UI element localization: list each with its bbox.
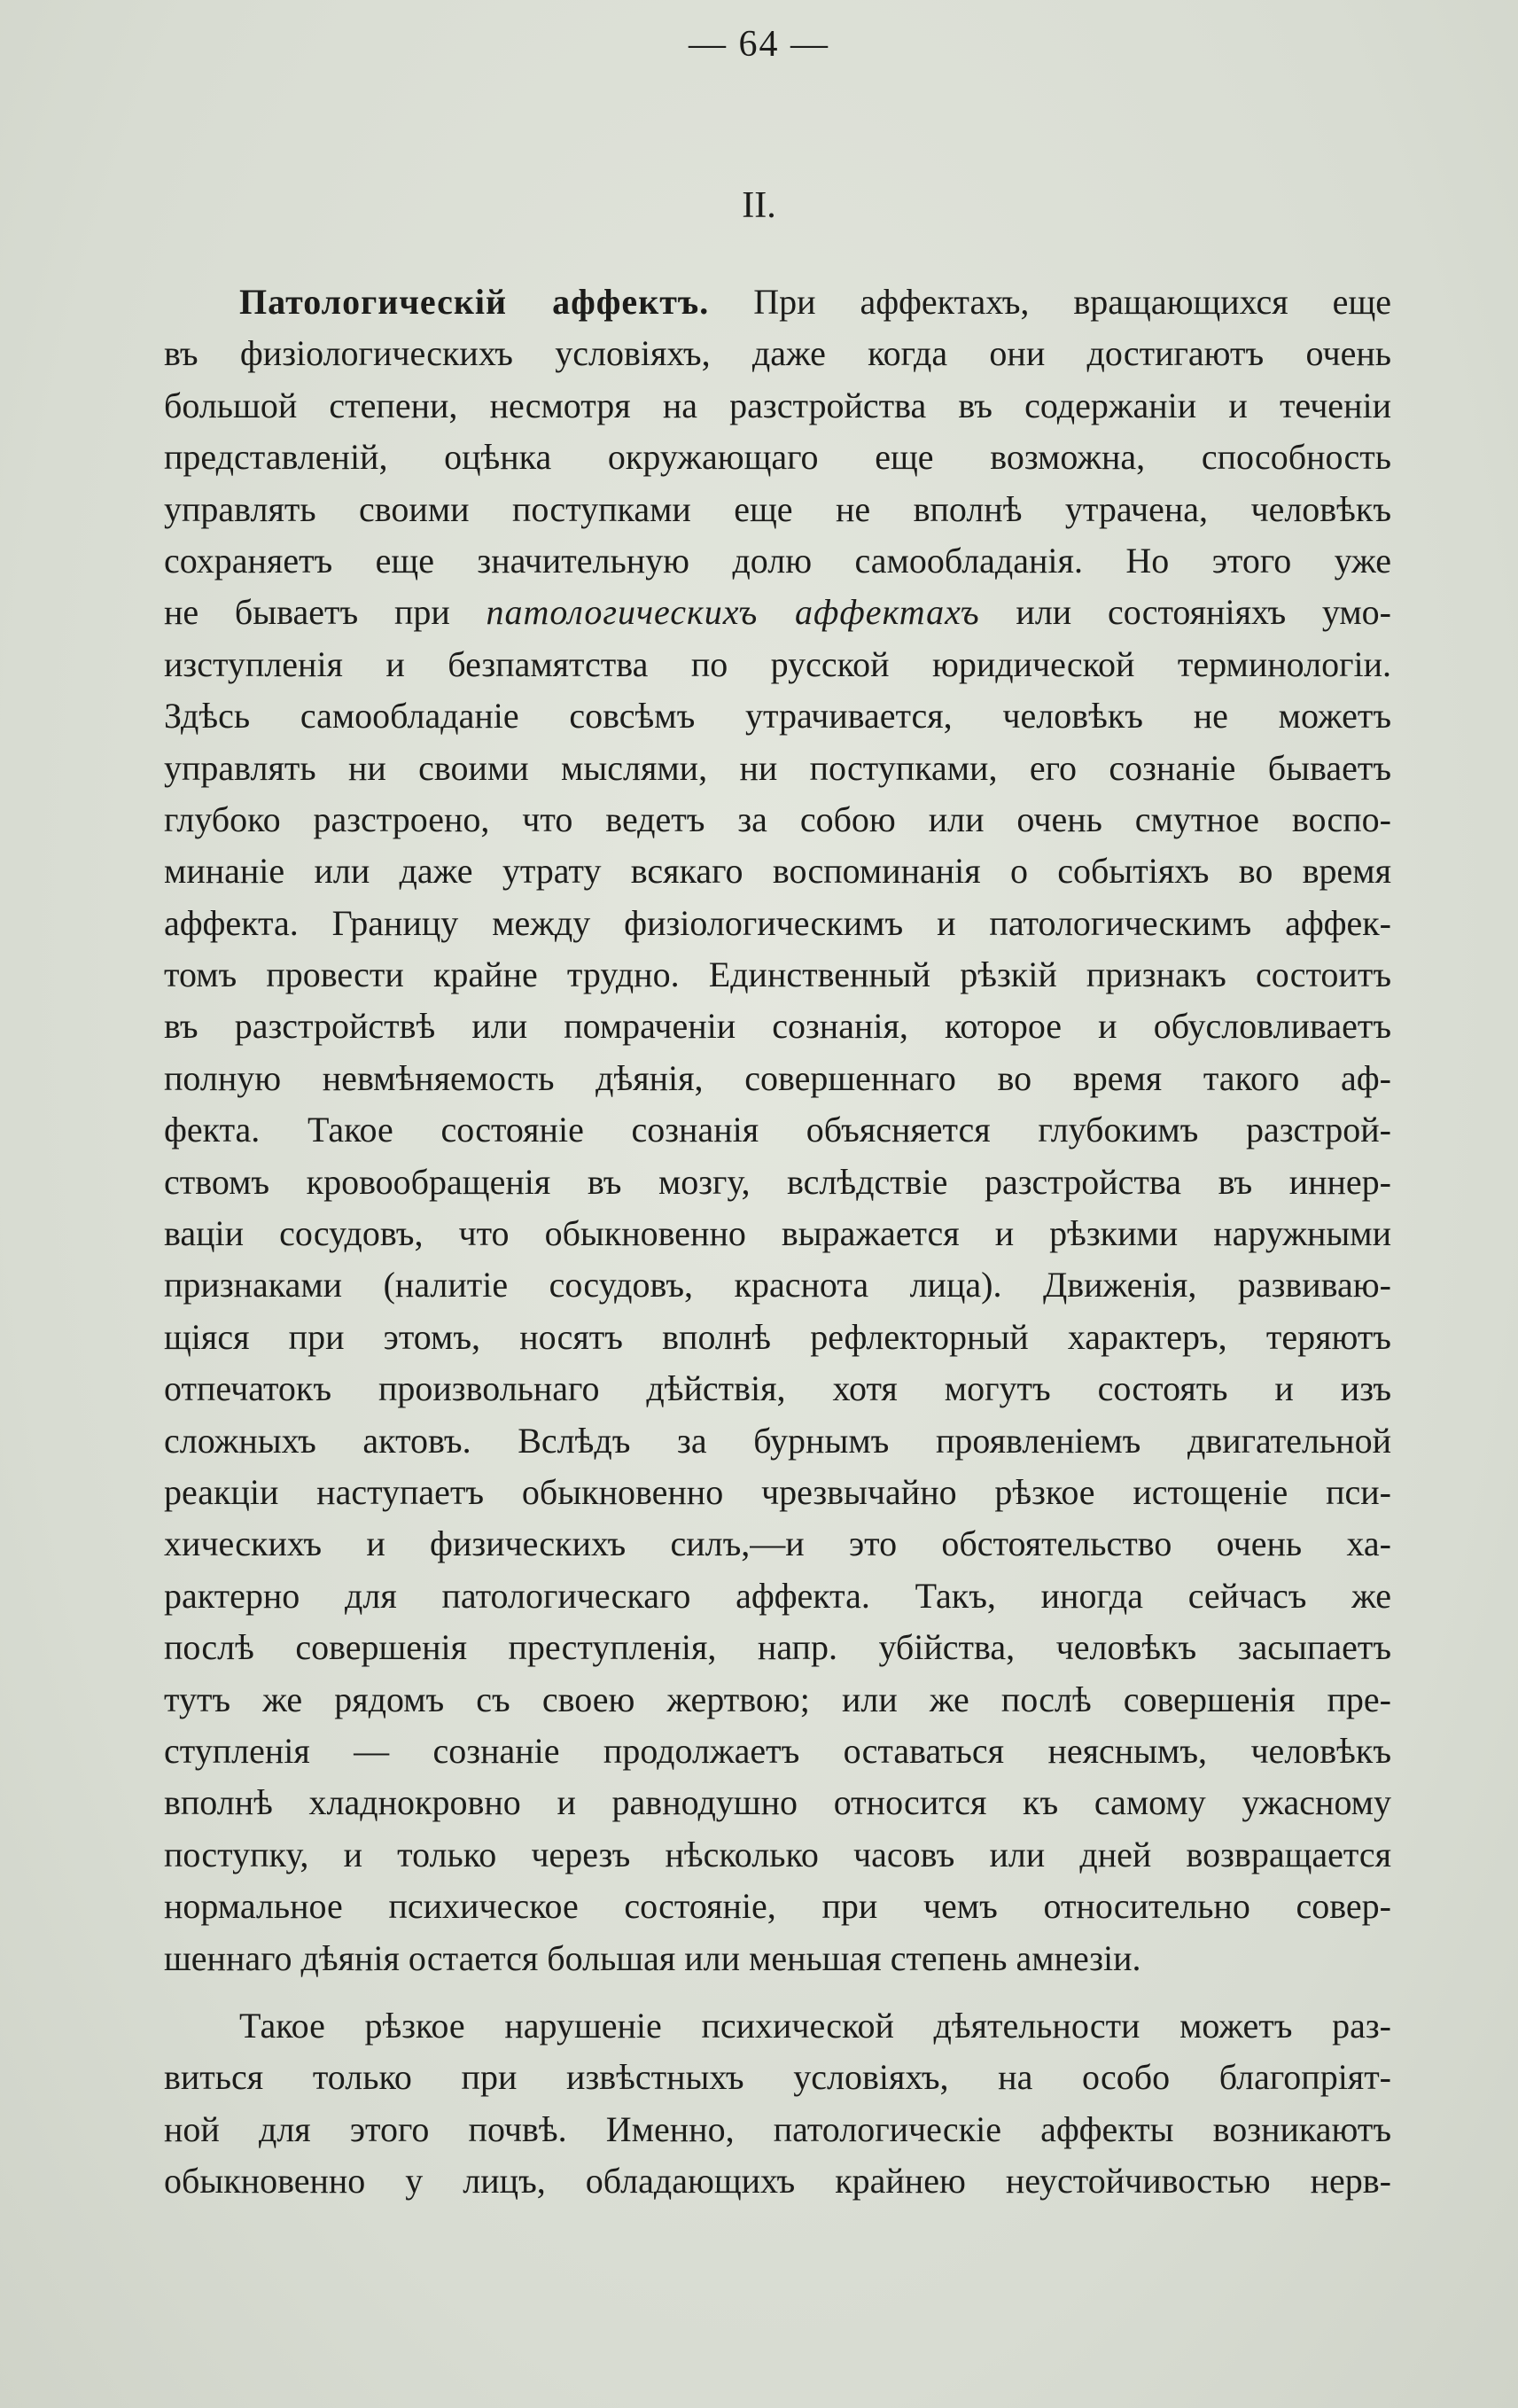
text-line: послѣ совершенія преступленія, напр. убійства, человѣкъ засыпаетъ	[164, 1627, 1391, 1668]
text-line: нормальное психическое состояніе, при чемъ относительно совер-	[164, 1886, 1391, 1927]
text-line: шеннаго дѣянія остается большая или меньшая степень амнезіи.	[164, 1937, 1141, 1978]
text-line: Такое рѣзкое нарушеніе психической дѣятельности можетъ раз-	[239, 2005, 1391, 2046]
text-line: признаками (налитіе сосудовъ, краснота лица). Движенія, развиваю-	[164, 1265, 1391, 1305]
text-line: полную невмѣняемость дѣянія, совершеннаго во время такого аф-	[164, 1057, 1391, 1098]
body-text	[164, 277, 1391, 2207]
text-line: ствомъ кровообращенія въ мозгу, вслѣдствіе разстройства въ иннер-	[164, 1161, 1391, 1202]
text-line: изступленія и безпамятства по русской юридической терминологіи.	[164, 643, 1391, 684]
text-line: аффекта. Границу между физіологическимъ и патологическимъ аффек-	[164, 902, 1391, 943]
text-line: поступку, и только черезъ нѣсколько часовъ или дней возвращается	[164, 1834, 1391, 1874]
text-line: ной для этого почвѣ. Именно, патологическіе аффекты возникаютъ	[164, 2108, 1391, 2149]
text-line: вполнѣ хладнокровно и равнодушно относится къ самому ужасному	[164, 1782, 1391, 1823]
text-line: отпечатокъ произвольнаго дѣйствія, хотя могутъ состоять и изъ	[164, 1368, 1391, 1409]
text-line: большой степени, несмотря на разстройства въ содержаніи и теченіи	[164, 385, 1391, 425]
text-span: При аффектахъ, вращающихся еще	[753, 282, 1391, 322]
text-line: ваціи сосудовъ, что обыкновенно выражается и рѣзкими наружными	[164, 1213, 1391, 1254]
text-line: сохраняетъ еще значительную долю самообладанія. Но этого уже	[164, 540, 1391, 581]
text-line: щіяся при этомъ, носятъ вполнѣ рефлекторный характеръ, теряютъ	[164, 1316, 1391, 1357]
italic-term: патологическихъ аффектахъ	[486, 592, 980, 633]
text-line: управлять ни своими мыслями, ни поступками, его сознаніе бываетъ	[164, 747, 1391, 788]
text-line: въ разстройствѣ или помраченіи сознанія, которое и обусловливаетъ	[164, 1006, 1391, 1047]
text-line: фекта. Такое состояніе сознанія объясняется глубокимъ разстрой-	[164, 1110, 1391, 1150]
text-line: томъ провести крайне трудно. Единственный рѣзкій признакъ состоитъ	[164, 955, 1391, 995]
text-line: реакціи наступаетъ обыкновенно чрезвычайно рѣзкое истощеніе пси-	[164, 1471, 1391, 1512]
text-line: обыкновенно у лицъ, обладающихъ крайнею неустойчивостью нерв-	[164, 2161, 1391, 2201]
section-heading: II.	[742, 185, 776, 226]
text-line: представленій, оцѣнка окружающаго еще возможна, способность	[164, 437, 1391, 478]
text-line: хическихъ и физическихъ силъ,—и это обстоятельство очень ха-	[164, 1524, 1391, 1564]
text-line: рактерно для патологическаго аффекта. Такъ, иногда сейчасъ же	[164, 1575, 1391, 1616]
text-line: въ физіологическихъ условіяхъ, даже когда они достигаютъ очень	[164, 333, 1391, 374]
text-line: глубоко разстроено, что ведетъ за собою или очень смутное воспо-	[164, 799, 1391, 839]
paragraph-2	[164, 2000, 1391, 2208]
text-line: ступленія — сознаніе продолжаетъ оставаться неяснымъ, человѣкъ	[164, 1730, 1391, 1771]
text-line	[164, 277, 1391, 328]
text-line: управлять своими поступками еще не вполнѣ утрачена, человѣкъ	[164, 488, 1391, 529]
paragraph-1	[164, 277, 1391, 1984]
text-line: тутъ же рядомъ съ своею жертвою; или же послѣ совершенія пре-	[164, 1679, 1391, 1719]
text-line: виться только при извѣстныхъ условіяхъ, на особо благопріят-	[164, 2057, 1391, 2098]
text-span: не бываетъ при	[164, 592, 450, 633]
text-line: сложныхъ актовъ. Вслѣдъ за бурнымъ проявленіемъ двигательной	[164, 1420, 1391, 1461]
page-number: — 64 —	[689, 24, 829, 65]
text-line: Здѣсь самообладаніе совсѣмъ утрачивается, человѣкъ не можетъ	[164, 696, 1391, 736]
text-line	[164, 587, 1391, 638]
text-span: или состояніяхъ умо-	[1016, 592, 1391, 633]
run-in-heading: Патологическій аффектъ.	[239, 282, 710, 322]
text-line: минаніе или даже утрату всякаго воспоминанія о событіяхъ во время	[164, 851, 1391, 892]
